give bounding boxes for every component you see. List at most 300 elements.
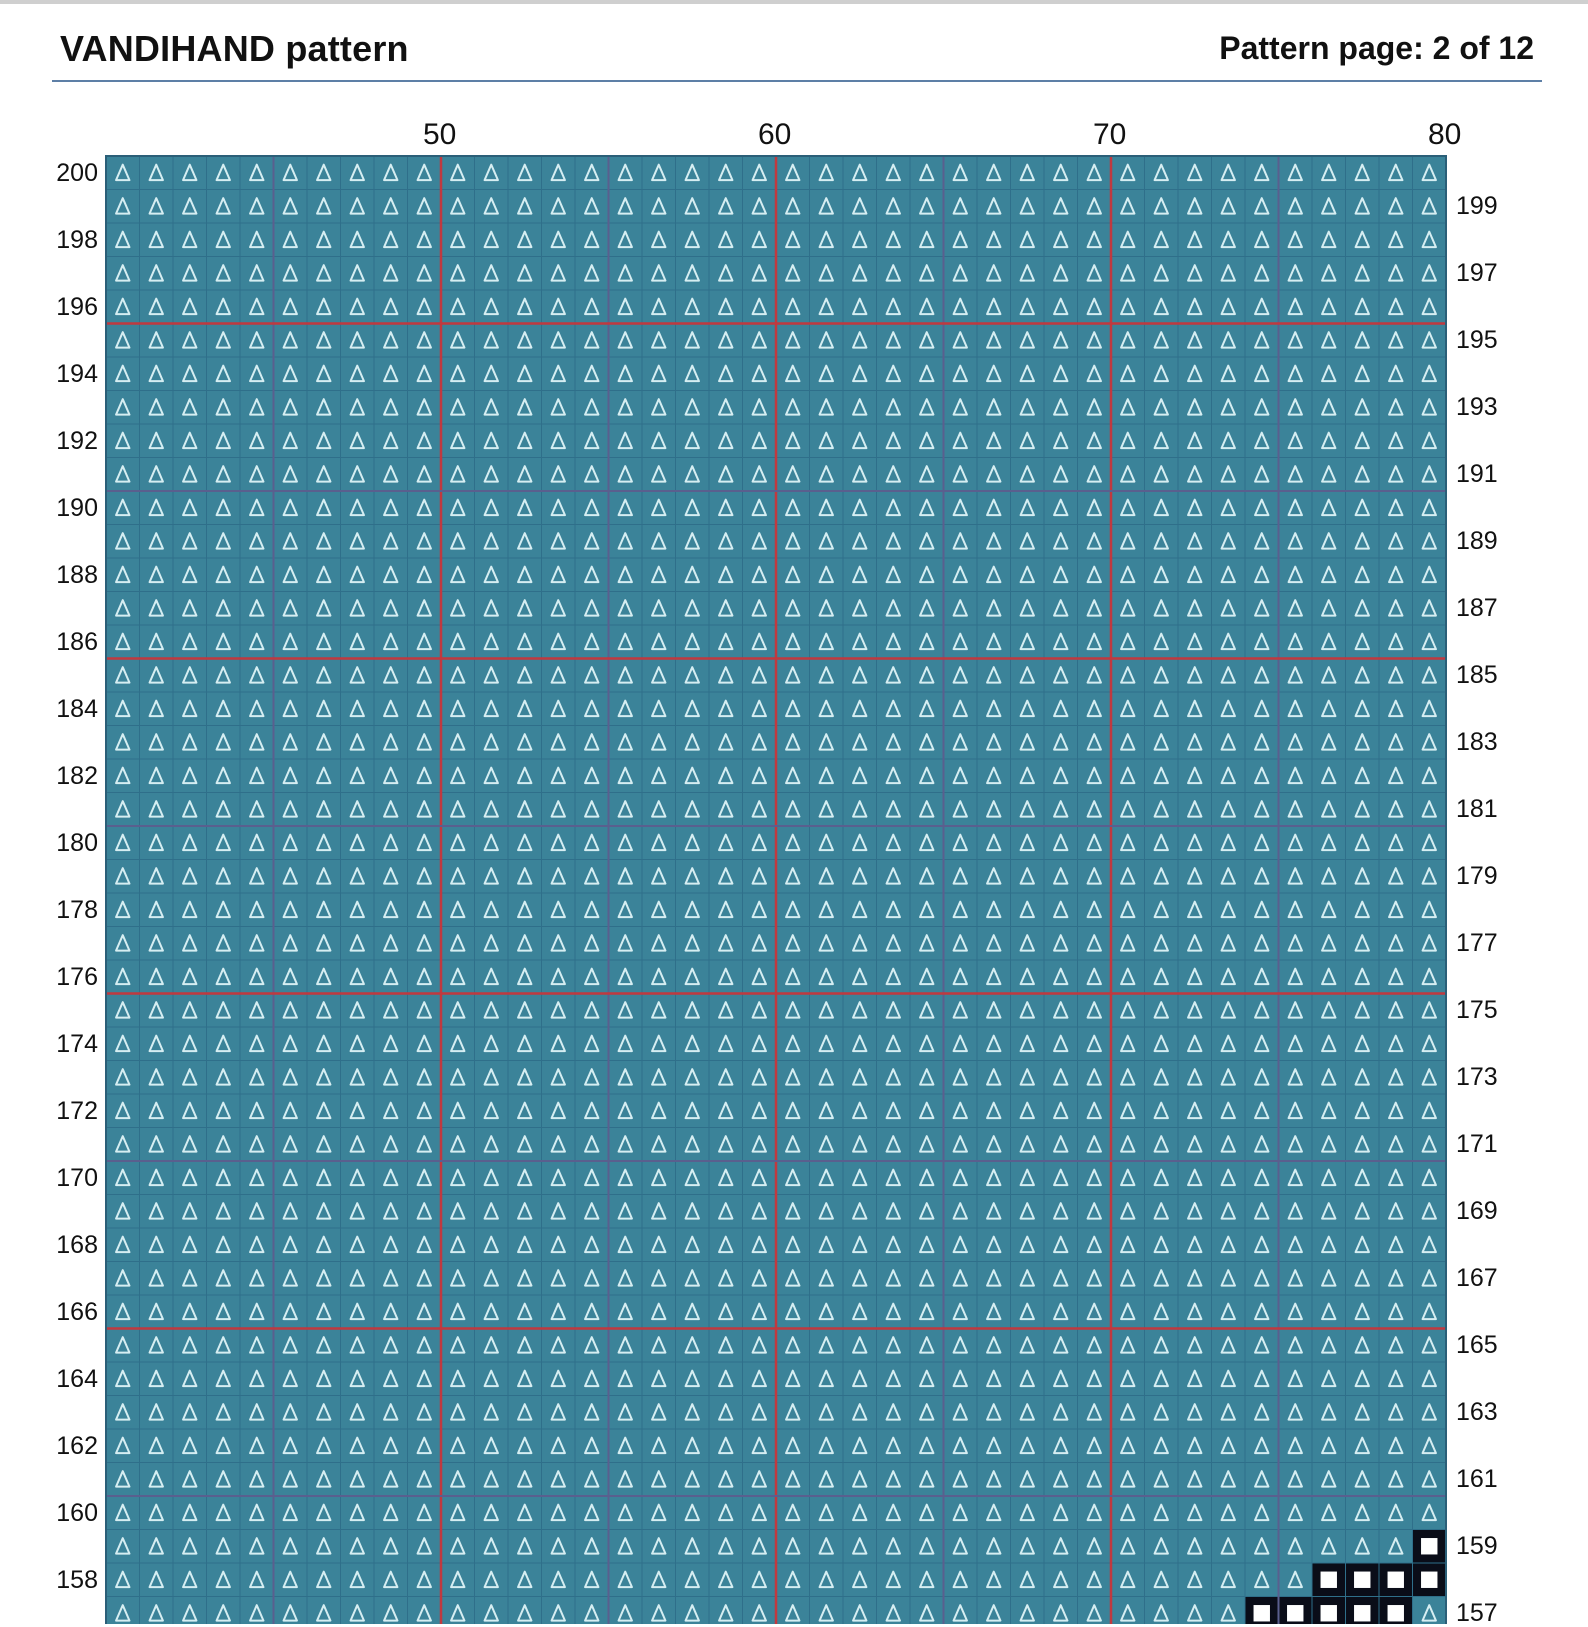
stitch-cell bbox=[1413, 994, 1447, 1028]
stitch-cell bbox=[1245, 1530, 1279, 1564]
stitch-cell bbox=[1413, 1429, 1447, 1463]
stitch-cell bbox=[341, 1128, 375, 1162]
stitch-cell bbox=[240, 491, 274, 525]
stitch-cell bbox=[1312, 491, 1346, 525]
stitch-cell bbox=[106, 458, 140, 492]
stitch-cell bbox=[1413, 324, 1447, 358]
stitch-cell bbox=[1044, 1530, 1078, 1564]
stitch-cell bbox=[1245, 324, 1279, 358]
stitch-cell bbox=[173, 491, 207, 525]
stitch-cell bbox=[944, 793, 978, 827]
stitch-cell bbox=[475, 257, 509, 291]
stitch-cell bbox=[642, 994, 676, 1028]
stitch-cell bbox=[910, 324, 944, 358]
stitch-cell bbox=[1111, 1463, 1145, 1497]
stitch-cell bbox=[475, 960, 509, 994]
row-number-label-left: 178 bbox=[46, 898, 98, 923]
stitch-cell bbox=[1346, 692, 1380, 726]
stitch-cell bbox=[1312, 1530, 1346, 1564]
stitch-cell bbox=[408, 525, 442, 559]
stitch-cell bbox=[910, 592, 944, 626]
row-number-label-right: 185 bbox=[1456, 663, 1498, 688]
stitch-cell bbox=[307, 893, 341, 927]
stitch-cell bbox=[374, 1061, 408, 1095]
stitch-cell bbox=[508, 726, 542, 760]
stitch-cell bbox=[1145, 1429, 1179, 1463]
stitch-cell bbox=[743, 1530, 777, 1564]
stitch-cell bbox=[575, 994, 609, 1028]
stitch-cell bbox=[508, 1195, 542, 1229]
stitch-cell bbox=[810, 1295, 844, 1329]
stitch-cell bbox=[1011, 659, 1045, 693]
stitch-cell bbox=[1312, 1429, 1346, 1463]
stitch-cell bbox=[877, 1061, 911, 1095]
row-number-label-left: 186 bbox=[46, 630, 98, 655]
stitch-cell bbox=[642, 1128, 676, 1162]
stitch-cell bbox=[1078, 491, 1112, 525]
stitch-cell bbox=[274, 190, 308, 224]
stitch-cell bbox=[1279, 826, 1313, 860]
stitch-cell bbox=[709, 1262, 743, 1296]
stitch-cell bbox=[1245, 1161, 1279, 1195]
stitch-cell bbox=[207, 793, 241, 827]
stitch-cell bbox=[542, 1362, 576, 1396]
stitch-cell bbox=[1245, 960, 1279, 994]
stitch-cell bbox=[542, 190, 576, 224]
stitch-cell bbox=[810, 726, 844, 760]
stitch-cell bbox=[173, 1530, 207, 1564]
stitch-cell bbox=[140, 1429, 174, 1463]
stitch-cell bbox=[709, 324, 743, 358]
stitch-cell bbox=[207, 1463, 241, 1497]
stitch-cell bbox=[1245, 257, 1279, 291]
stitch-cell bbox=[341, 424, 375, 458]
row-number-label-right: 197 bbox=[1456, 261, 1498, 286]
stitch-cell bbox=[810, 424, 844, 458]
stitch-cell bbox=[408, 1228, 442, 1262]
stitch-cell bbox=[776, 1262, 810, 1296]
stitch-cell bbox=[1245, 625, 1279, 659]
stitch-cell bbox=[944, 1563, 978, 1597]
stitch-cell bbox=[1312, 960, 1346, 994]
stitch-cell bbox=[1111, 1094, 1145, 1128]
stitch-cell bbox=[1011, 1228, 1045, 1262]
stitch-cell bbox=[676, 1429, 710, 1463]
stitch-cell bbox=[1245, 290, 1279, 324]
stitch-cell bbox=[508, 893, 542, 927]
stitch-cell bbox=[910, 960, 944, 994]
stitch-cell bbox=[575, 1563, 609, 1597]
stitch-cell bbox=[743, 1128, 777, 1162]
stitch-cell bbox=[1379, 1094, 1413, 1128]
stitch-cell bbox=[609, 324, 643, 358]
stitch-cell bbox=[1346, 1563, 1380, 1597]
stitch-cell bbox=[475, 1530, 509, 1564]
stitch-cell bbox=[140, 1161, 174, 1195]
stitch-cell bbox=[977, 1262, 1011, 1296]
stitch-cell bbox=[106, 759, 140, 793]
stitch-cell bbox=[207, 1295, 241, 1329]
stitch-cell bbox=[307, 1094, 341, 1128]
stitch-cell bbox=[676, 826, 710, 860]
stitch-cell bbox=[1178, 893, 1212, 927]
stitch-cell bbox=[140, 1027, 174, 1061]
stitch-cell bbox=[341, 927, 375, 961]
stitch-cell bbox=[274, 1195, 308, 1229]
stitch-cell bbox=[1312, 1362, 1346, 1396]
stitch-cell bbox=[910, 190, 944, 224]
stitch-cell bbox=[676, 190, 710, 224]
stitch-cell bbox=[1379, 960, 1413, 994]
stitch-cell bbox=[408, 1329, 442, 1363]
stitch-cell bbox=[508, 1329, 542, 1363]
stitch-cell bbox=[341, 1396, 375, 1430]
stitch-cell bbox=[1346, 1463, 1380, 1497]
stitch-cell bbox=[676, 1496, 710, 1530]
stitch-cell bbox=[1011, 458, 1045, 492]
stitch-cell bbox=[810, 1061, 844, 1095]
stitch-cell bbox=[1078, 994, 1112, 1028]
stitch-cell bbox=[341, 793, 375, 827]
stitch-cell bbox=[1111, 592, 1145, 626]
stitch-cell bbox=[642, 290, 676, 324]
stitch-cell bbox=[977, 1563, 1011, 1597]
stitch-cell bbox=[1379, 625, 1413, 659]
stitch-cell bbox=[542, 659, 576, 693]
stitch-cell bbox=[609, 1597, 643, 1625]
stitch-cell bbox=[475, 1161, 509, 1195]
stitch-cell bbox=[609, 826, 643, 860]
stitch-cell bbox=[877, 1496, 911, 1530]
stitch-cell bbox=[106, 1362, 140, 1396]
stitch-cell bbox=[441, 156, 475, 190]
stitch-cell bbox=[575, 1530, 609, 1564]
stitch-cell bbox=[240, 692, 274, 726]
stitch-cell bbox=[843, 927, 877, 961]
stitch-cell bbox=[1145, 458, 1179, 492]
stitch-cell bbox=[1044, 1463, 1078, 1497]
square-icon bbox=[1287, 1605, 1304, 1622]
stitch-cell bbox=[408, 860, 442, 894]
stitch-cell bbox=[274, 491, 308, 525]
stitch-cell bbox=[575, 726, 609, 760]
stitch-cell bbox=[374, 1362, 408, 1396]
stitch-cell bbox=[173, 994, 207, 1028]
stitch-cell bbox=[1279, 458, 1313, 492]
stitch-cell bbox=[341, 525, 375, 559]
stitch-cell bbox=[709, 1195, 743, 1229]
stitch-cell bbox=[843, 1530, 877, 1564]
stitch-cell bbox=[1245, 525, 1279, 559]
stitch-cell bbox=[977, 960, 1011, 994]
stitch-cell bbox=[877, 826, 911, 860]
stitch-cell bbox=[341, 1195, 375, 1229]
stitch-cell bbox=[140, 793, 174, 827]
stitch-cell bbox=[1379, 994, 1413, 1028]
stitch-cell bbox=[1212, 458, 1246, 492]
stitch-cell bbox=[1346, 592, 1380, 626]
stitch-cell bbox=[441, 659, 475, 693]
stitch-cell bbox=[776, 290, 810, 324]
stitch-cell bbox=[274, 1597, 308, 1625]
stitch-cell bbox=[944, 1496, 978, 1530]
stitch-cell bbox=[441, 860, 475, 894]
stitch-cell bbox=[1413, 357, 1447, 391]
stitch-cell bbox=[575, 1161, 609, 1195]
stitch-cell bbox=[877, 1262, 911, 1296]
stitch-cell bbox=[1111, 525, 1145, 559]
stitch-cell bbox=[877, 1396, 911, 1430]
stitch-cell bbox=[1212, 826, 1246, 860]
stitch-cell bbox=[1212, 893, 1246, 927]
stitch-cell bbox=[240, 1027, 274, 1061]
stitch-cell bbox=[1413, 592, 1447, 626]
stitch-cell bbox=[106, 491, 140, 525]
stitch-cell bbox=[1245, 458, 1279, 492]
stitch-cell bbox=[977, 458, 1011, 492]
stitch-cell bbox=[508, 525, 542, 559]
stitch-cell bbox=[1379, 692, 1413, 726]
stitch-cell bbox=[441, 1329, 475, 1363]
stitch-cell bbox=[944, 592, 978, 626]
stitch-cell bbox=[1245, 893, 1279, 927]
stitch-cell bbox=[1178, 558, 1212, 592]
stitch-cell bbox=[1279, 1362, 1313, 1396]
stitch-cell bbox=[910, 1094, 944, 1128]
stitch-cell bbox=[408, 1161, 442, 1195]
stitch-cell bbox=[810, 1161, 844, 1195]
stitch-cell bbox=[1245, 1329, 1279, 1363]
stitch-cell bbox=[508, 324, 542, 358]
stitch-cell bbox=[877, 190, 911, 224]
stitch-cell bbox=[1346, 1128, 1380, 1162]
column-number-label: 60 bbox=[758, 120, 791, 150]
stitch-cell bbox=[910, 357, 944, 391]
stitch-cell bbox=[609, 190, 643, 224]
stitch-cell bbox=[441, 726, 475, 760]
stitch-cell bbox=[274, 592, 308, 626]
stitch-cell bbox=[843, 156, 877, 190]
stitch-cell bbox=[1178, 860, 1212, 894]
stitch-cell bbox=[307, 190, 341, 224]
stitch-cell bbox=[542, 1530, 576, 1564]
stitch-cell bbox=[274, 692, 308, 726]
stitch-cell bbox=[1346, 257, 1380, 291]
stitch-cell bbox=[1178, 357, 1212, 391]
stitch-cell bbox=[642, 1094, 676, 1128]
stitch-cell bbox=[240, 1195, 274, 1229]
stitch-cell bbox=[1379, 893, 1413, 927]
stitch-cell bbox=[810, 1027, 844, 1061]
stitch-cell bbox=[1078, 257, 1112, 291]
stitch-cell bbox=[910, 793, 944, 827]
stitch-cell bbox=[1111, 1027, 1145, 1061]
stitch-cell bbox=[341, 156, 375, 190]
stitch-cell bbox=[140, 826, 174, 860]
stitch-cell bbox=[1111, 156, 1145, 190]
stitch-cell bbox=[274, 558, 308, 592]
stitch-cell bbox=[743, 424, 777, 458]
stitch-cell bbox=[475, 424, 509, 458]
stitch-cell bbox=[274, 1161, 308, 1195]
stitch-cell bbox=[307, 1362, 341, 1396]
stitch-cell bbox=[575, 190, 609, 224]
stitch-cell bbox=[274, 1463, 308, 1497]
stitch-cell bbox=[140, 558, 174, 592]
stitch-cell bbox=[944, 1128, 978, 1162]
stitch-cell bbox=[173, 592, 207, 626]
stitch-cell bbox=[1279, 860, 1313, 894]
stitch-cell bbox=[274, 525, 308, 559]
stitch-cell bbox=[542, 1496, 576, 1530]
stitch-cell bbox=[1011, 223, 1045, 257]
stitch-cell bbox=[609, 491, 643, 525]
stitch-cell bbox=[609, 927, 643, 961]
stitch-cell bbox=[1111, 391, 1145, 425]
stitch-cell bbox=[542, 458, 576, 492]
stitch-cell bbox=[1346, 1228, 1380, 1262]
stitch-cell bbox=[274, 1094, 308, 1128]
stitch-cell bbox=[944, 1161, 978, 1195]
row-number-label-right: 199 bbox=[1456, 194, 1498, 219]
stitch-cell bbox=[676, 525, 710, 559]
stitch-cell bbox=[776, 1463, 810, 1497]
stitch-cell bbox=[709, 1496, 743, 1530]
stitch-cell bbox=[274, 994, 308, 1028]
stitch-cell bbox=[1312, 994, 1346, 1028]
stitch-cell bbox=[1145, 1094, 1179, 1128]
stitch-cell bbox=[743, 625, 777, 659]
stitch-cell bbox=[1044, 860, 1078, 894]
stitch-cell bbox=[1044, 1128, 1078, 1162]
stitch-cell bbox=[709, 290, 743, 324]
stitch-cell bbox=[609, 525, 643, 559]
stitch-cell bbox=[1212, 558, 1246, 592]
stitch-cell bbox=[408, 692, 442, 726]
stitch-cell bbox=[1178, 1094, 1212, 1128]
stitch-cell bbox=[140, 759, 174, 793]
stitch-cell bbox=[274, 257, 308, 291]
stitch-cell bbox=[810, 1597, 844, 1625]
stitch-cell bbox=[642, 491, 676, 525]
stitch-cell bbox=[1044, 1396, 1078, 1430]
stitch-cell bbox=[240, 1597, 274, 1625]
stitch-cell bbox=[475, 659, 509, 693]
stitch-cell bbox=[106, 893, 140, 927]
stitch-cell bbox=[1312, 1128, 1346, 1162]
stitch-cell bbox=[307, 860, 341, 894]
stitch-cell bbox=[408, 592, 442, 626]
stitch-cell bbox=[910, 1597, 944, 1625]
stitch-cell bbox=[676, 223, 710, 257]
stitch-cell bbox=[642, 1161, 676, 1195]
stitch-cell bbox=[843, 491, 877, 525]
stitch-cell bbox=[106, 1396, 140, 1430]
stitch-cell bbox=[642, 1563, 676, 1597]
stitch-cell bbox=[1212, 726, 1246, 760]
stitch-cell bbox=[1346, 1530, 1380, 1564]
stitch-cell bbox=[709, 1027, 743, 1061]
stitch-cell bbox=[1413, 659, 1447, 693]
stitch-cell bbox=[1011, 290, 1045, 324]
stitch-cell bbox=[374, 1262, 408, 1296]
stitch-cell bbox=[776, 793, 810, 827]
stitch-cell bbox=[1178, 1396, 1212, 1430]
stitch-cell bbox=[441, 290, 475, 324]
stitch-cell bbox=[1379, 491, 1413, 525]
stitch-cell bbox=[709, 1463, 743, 1497]
stitch-cell bbox=[1178, 223, 1212, 257]
stitch-cell bbox=[1111, 1329, 1145, 1363]
stitch-cell bbox=[207, 692, 241, 726]
stitch-cell bbox=[810, 659, 844, 693]
stitch-cell bbox=[441, 1563, 475, 1597]
stitch-cell bbox=[173, 726, 207, 760]
stitch-cell bbox=[1312, 257, 1346, 291]
stitch-cell bbox=[240, 1161, 274, 1195]
stitch-cell bbox=[508, 1563, 542, 1597]
stitch-cell bbox=[810, 1262, 844, 1296]
stitch-cell bbox=[1346, 458, 1380, 492]
stitch-cell bbox=[676, 290, 710, 324]
stitch-cell bbox=[1111, 1228, 1145, 1262]
stitch-cell bbox=[1413, 1496, 1447, 1530]
stitch-cell bbox=[877, 525, 911, 559]
stitch-cell bbox=[307, 1262, 341, 1296]
stitch-cell bbox=[910, 860, 944, 894]
stitch-cell bbox=[240, 659, 274, 693]
stitch-cell bbox=[240, 592, 274, 626]
stitch-cell bbox=[1178, 391, 1212, 425]
stitch-cell bbox=[1279, 424, 1313, 458]
stitch-cell bbox=[274, 960, 308, 994]
stitch-cell bbox=[1044, 391, 1078, 425]
stitch-cell bbox=[374, 1094, 408, 1128]
stitch-cell bbox=[475, 1094, 509, 1128]
stitch-cell bbox=[140, 190, 174, 224]
stitch-cell bbox=[575, 659, 609, 693]
stitch-cell bbox=[475, 290, 509, 324]
stitch-cell bbox=[1346, 1429, 1380, 1463]
row-number-label-left: 166 bbox=[46, 1300, 98, 1325]
stitch-cell bbox=[843, 1195, 877, 1229]
stitch-cell bbox=[642, 960, 676, 994]
stitch-cell bbox=[1078, 692, 1112, 726]
stitch-cell bbox=[374, 525, 408, 559]
stitch-cell bbox=[1312, 1094, 1346, 1128]
stitch-cell bbox=[508, 1429, 542, 1463]
stitch-cell bbox=[1312, 1329, 1346, 1363]
stitch-cell bbox=[508, 1094, 542, 1128]
stitch-cell bbox=[1078, 1463, 1112, 1497]
row-number-label-left: 160 bbox=[46, 1501, 98, 1526]
stitch-cell bbox=[1379, 424, 1413, 458]
stitch-cell bbox=[810, 558, 844, 592]
stitch-cell bbox=[441, 1362, 475, 1396]
stitch-cell bbox=[743, 692, 777, 726]
stitch-cell bbox=[642, 223, 676, 257]
stitch-cell bbox=[1279, 257, 1313, 291]
stitch-cell bbox=[1178, 1463, 1212, 1497]
stitch-cell bbox=[374, 927, 408, 961]
stitch-cell bbox=[609, 290, 643, 324]
stitch-cell bbox=[1279, 1530, 1313, 1564]
stitch-cell bbox=[1379, 1530, 1413, 1564]
stitch-cell bbox=[374, 391, 408, 425]
stitch-cell bbox=[977, 692, 1011, 726]
stitch-cell bbox=[1111, 1597, 1145, 1625]
stitch-cell bbox=[1178, 1530, 1212, 1564]
